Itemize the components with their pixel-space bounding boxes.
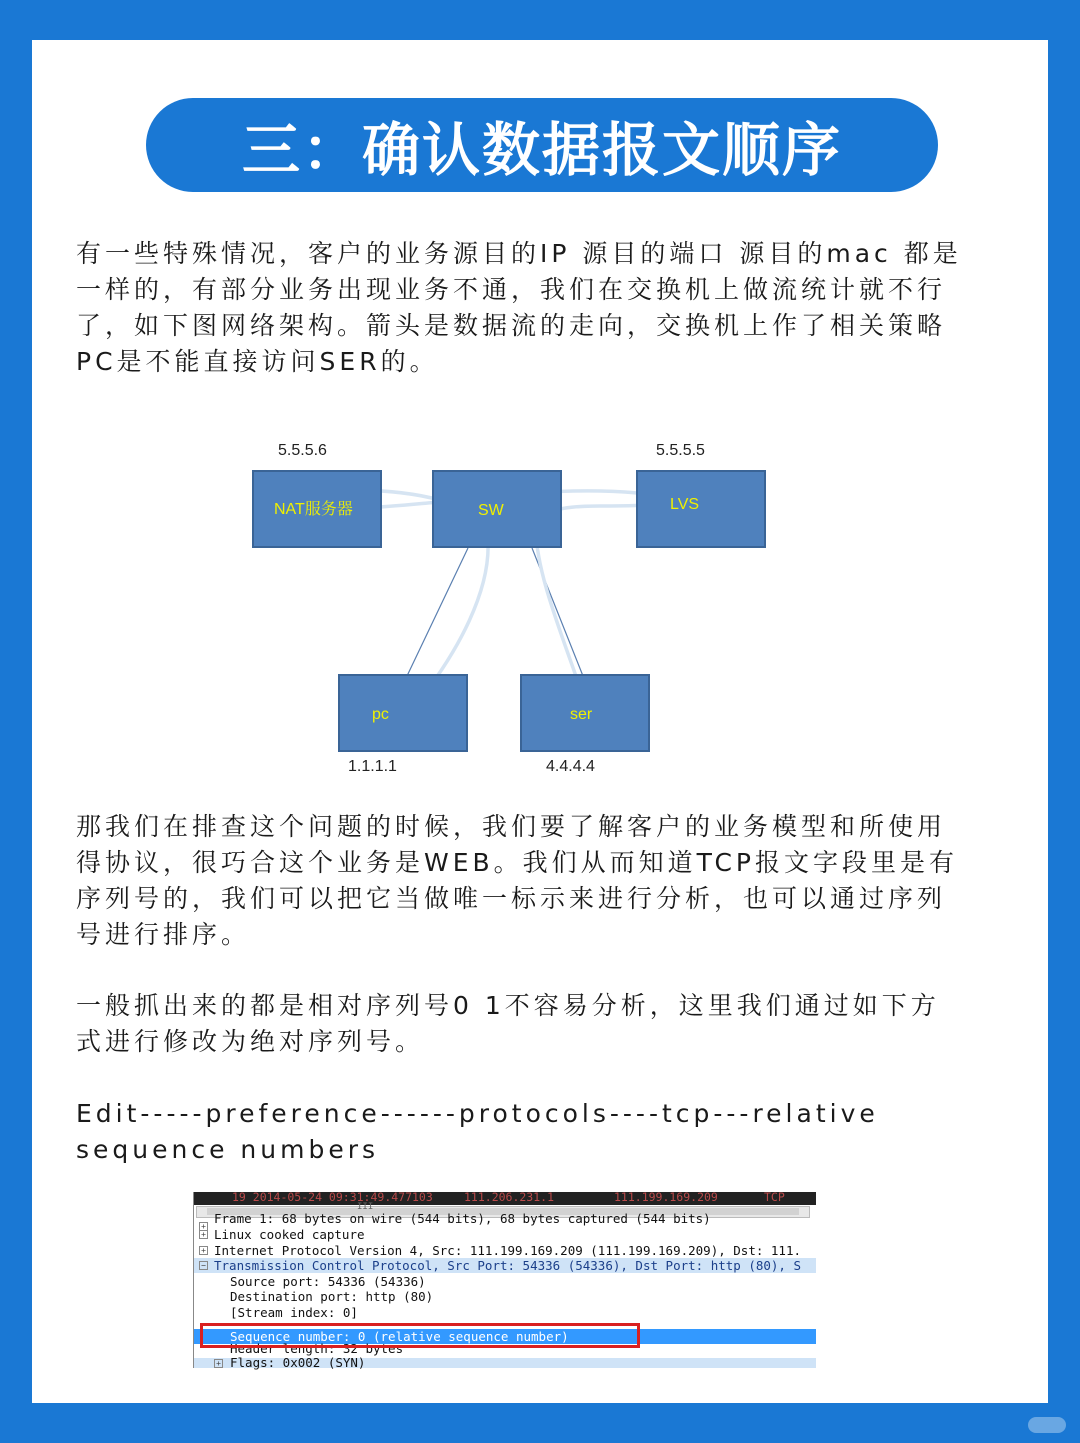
expand-icon[interactable]: +: [199, 1230, 208, 1239]
highlight-box: [200, 1323, 640, 1348]
tree-row-linux-capture[interactable]: + Linux cooked capture: [194, 1227, 816, 1242]
text-line: 得协议，很巧合这个业务是WEB。我们从而知道TCP报文字段里是有: [76, 848, 959, 877]
packet-proto: TCP: [764, 1190, 785, 1204]
text-line: Edit-----preference------protocols----tcp---relative: [76, 1099, 879, 1128]
paragraph-analysis: [76, 809, 1016, 953]
text-line: 那我们在排查这个问题的时候，我们要了解客户的业务模型和所使用: [76, 812, 947, 841]
text-line: 有一些特殊情况，客户的业务源目的IP 源目的端口 源目的mac 都是: [76, 239, 962, 268]
packet-dst: 111.199.169.209: [614, 1190, 718, 1204]
page-title: 三：确认数据报文顺序: [241, 116, 842, 184]
collapse-icon[interactable]: −: [199, 1261, 208, 1270]
text-line: 式进行修改为绝对序列号。: [76, 1027, 425, 1056]
node-label: ser: [570, 706, 593, 723]
node-switch: [432, 470, 562, 548]
node-pc: [338, 674, 468, 752]
packet-list-row[interactable]: [194, 1192, 816, 1205]
expand-icon[interactable]: +: [199, 1246, 208, 1255]
node-lvs: [636, 470, 766, 548]
paragraph-menu-path: [76, 1096, 1016, 1168]
text-line: sequence numbers: [76, 1135, 380, 1164]
tree-row-tcp[interactable]: − Transmission Control Protocol, Src Port: 54336 (54336), Dst Port: http (80), S: [194, 1258, 816, 1273]
node-ser: [520, 674, 650, 752]
ip-label-ser: 4.4.4.4: [546, 758, 595, 775]
packet-src: 111.206.231.1: [464, 1190, 555, 1204]
node-nat-server: [252, 470, 382, 548]
link-sw-pc: [407, 548, 468, 676]
text-line: 一样的，有部分业务出现业务不通，我们在交换机上做流统计就不行: [76, 275, 947, 304]
tree-row-destination-port[interactable]: Destination port: http (80): [230, 1289, 434, 1304]
text-line: 一般抓出来的都是相对序列号0 1不容易分析，这里我们通过如下方: [76, 991, 940, 1020]
tree-row-frame[interactable]: + Frame 1: 68 bytes on wire (544 bits), 68 bytes captured (544 bits): [194, 1219, 816, 1227]
packet-no-time: 19 2014-05-24 09:31:49.477103: [232, 1190, 433, 1204]
node-label: pc: [372, 706, 389, 723]
expand-icon[interactable]: +: [199, 1222, 208, 1231]
tree-row-ipv4[interactable]: + Internet Protocol Version 4, Src: 111.199.169.209 (111.199.169.209), Dst: 111.: [194, 1243, 816, 1258]
text-line: 序列号的，我们可以把它当做唯一标示来进行分析，也可以通过序列: [76, 884, 947, 913]
tree-row-source-port[interactable]: Source port: 54336 (54336): [230, 1274, 426, 1289]
ip-label-pc: 1.1.1.1: [348, 758, 397, 775]
ip-label-lvs: 5.5.5.5: [656, 442, 705, 459]
paragraph-intro: [76, 236, 1016, 380]
node-label: SW: [478, 502, 504, 519]
tree-row-header-length[interactable]: Header length: 32 bytes: [230, 1341, 404, 1356]
paragraph-relative-seq: [76, 988, 1016, 1060]
tree-row-stream-index[interactable]: [Stream index: 0]: [230, 1305, 358, 1320]
network-diagram: [240, 430, 800, 790]
node-label: LVS: [670, 496, 700, 513]
text-line: PC是不能直接访问SER的。: [76, 347, 439, 376]
text-line: 了，如下图网络架构。箭头是数据流的走向，交换机上作了相关策略: [76, 311, 947, 340]
watermark: [1028, 1417, 1066, 1433]
tree-row-sequence-number[interactable]: Sequence number: 0 (relative sequence number): [194, 1329, 816, 1344]
expand-icon[interactable]: +: [214, 1359, 223, 1368]
node-label: NAT服务器: [274, 501, 353, 518]
title-banner: [146, 98, 938, 192]
tree-row-flags[interactable]: + Flags: 0x002 (SYN): [194, 1358, 816, 1368]
scroll-grip-icon: III: [357, 1202, 374, 1212]
text-line: 号进行排序。: [76, 920, 251, 949]
ip-label-nat: 5.5.5.6: [278, 442, 327, 459]
